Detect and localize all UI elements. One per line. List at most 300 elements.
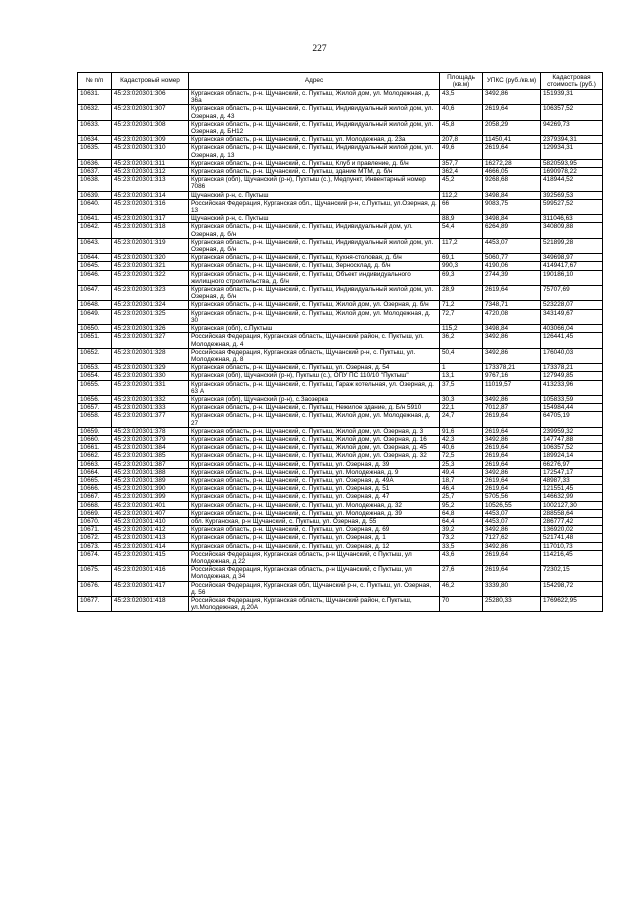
row-area: 64,4 — [440, 517, 483, 525]
row-area: 25,3 — [440, 460, 483, 468]
row-address: Курганская область, р-н. Щучанский, с. Пуктыш, Жилой дом, ул. Озерная, д. 45 — [189, 444, 440, 452]
table-row — [78, 120, 603, 135]
row-cadastral-number: 45:23:020301:330 — [112, 372, 189, 380]
row-cost: 521899,28 — [541, 238, 603, 253]
row-address: Курганская область, р-н. Щучанский, с. Пуктыш, Жилой дом, ул. Озерная, д. 16 — [189, 435, 440, 443]
row-num: 10653. — [78, 364, 112, 372]
row-cadastral-number: 45:23:020301:323 — [112, 286, 189, 301]
row-num: 10642. — [78, 223, 112, 238]
row-cadastral-number: 45:23:020301:328 — [112, 348, 189, 363]
row-num: 10639. — [78, 191, 112, 199]
row-upks: 5060,77 — [483, 254, 541, 262]
row-upks: 7012,87 — [483, 404, 541, 412]
table-row — [78, 286, 603, 301]
row-address: Курганская область, р-н. Щучанский, с. Пуктыш, ул. Озерная, д. 12 — [189, 542, 440, 550]
row-cost: 239959,32 — [541, 427, 603, 435]
row-cost: 117010,73 — [541, 542, 603, 550]
table-row — [78, 176, 603, 191]
row-cost: 418944,52 — [541, 176, 603, 191]
row-upks: 2619,64 — [483, 286, 541, 301]
row-num: 10643. — [78, 238, 112, 253]
row-num: 10675. — [78, 566, 112, 581]
row-cadastral-number: 45:23:020301:414 — [112, 542, 189, 550]
row-address: Курганская область, р-н. Щучанский, с. Пуктыш, Жилой дом, ул. Молодежная, д. 30 — [189, 309, 440, 324]
row-cadastral-number: 45:23:020301:322 — [112, 270, 189, 285]
row-address: Российская Федерация, Курганская область, Щучанский район, с. Пуктыш, ул. Молодежная, д. 4 — [189, 333, 440, 348]
table-row — [78, 566, 603, 581]
row-area: 27,6 — [440, 566, 483, 581]
row-num: 10650. — [78, 325, 112, 333]
row-cost: 521741,48 — [541, 534, 603, 542]
row-cost: 136920,02 — [541, 526, 603, 534]
table-row — [78, 380, 603, 395]
row-cadastral-number: 45:23:020301:327 — [112, 333, 189, 348]
row-area: 36,2 — [440, 333, 483, 348]
row-address: Российская Федерация, Курганская область, р-н Щучанский, с Пуктыш, ул Молодежная, д 34 — [189, 566, 440, 581]
row-cost: 189924,14 — [541, 452, 603, 460]
cadastral-table — [77, 72, 603, 612]
row-num: 10668. — [78, 501, 112, 509]
row-cost: 1769622,95 — [541, 597, 603, 612]
row-cadastral-number: 45:23:020301:387 — [112, 460, 189, 468]
row-cost: 72302,15 — [541, 566, 603, 581]
row-upks: 3492,86 — [483, 526, 541, 534]
table-row — [78, 493, 603, 501]
row-address: Курганская область, р-н. Щучанский, с. Пуктыш, Жилой дом, ул. Озерная, д. б/н — [189, 301, 440, 309]
row-cost: 64705,19 — [541, 412, 603, 427]
row-upks: 3492,86 — [483, 542, 541, 550]
row-address: Курганская область, р-н. Щучанский, с. Пуктыш, Индивидуальный жилой дом, ул. Озерная, д. б/н — [189, 238, 440, 253]
row-area: 46,2 — [440, 581, 483, 596]
row-upks: 3339,80 — [483, 581, 541, 596]
table-row — [78, 395, 603, 403]
row-address: Курганская область, р-н. Щучанский, с. Пуктыш, здание МТМ, д. б/н — [189, 168, 440, 176]
row-address: Курганская область, р-н. Щучанский, с. Пуктыш, ул. Озерная, д. 49А — [189, 476, 440, 484]
table-row — [78, 534, 603, 542]
row-cost: 151939,31 — [541, 90, 603, 105]
row-cost: 403066,04 — [541, 325, 603, 333]
row-address: Курганская область, р-н. Щучанский, с. Пуктыш, Жилой дом, ул. Озерная, д. 32 — [189, 452, 440, 460]
table-row — [78, 168, 603, 176]
row-num: 10660. — [78, 435, 112, 443]
row-upks: 2619,64 — [483, 460, 541, 468]
row-num: 10652. — [78, 348, 112, 363]
row-num: 10637. — [78, 168, 112, 176]
row-num: 10664. — [78, 468, 112, 476]
row-area: 72,7 — [440, 309, 483, 324]
row-num: 10641. — [78, 215, 112, 223]
row-num: 10656. — [78, 395, 112, 403]
row-area: 357,7 — [440, 159, 483, 167]
table-row — [78, 144, 603, 159]
row-upks: 2744,39 — [483, 270, 541, 285]
row-upks: 7348,71 — [483, 301, 541, 309]
row-address: Курганская область, р-н. Щучанский, с. Пуктыш, ул. Молодежная, д. 39 — [189, 509, 440, 517]
row-num: 10667. — [78, 493, 112, 501]
row-address: Курганская область, р-н. Щучанский, с. Пуктыш, Жилой дом, ул. Молодежная, д. 27 — [189, 412, 440, 427]
row-num: 10659. — [78, 427, 112, 435]
row-upks: 9767,16 — [483, 372, 541, 380]
row-num: 10651. — [78, 333, 112, 348]
row-cost: 340809,88 — [541, 223, 603, 238]
row-area: 46,4 — [440, 485, 483, 493]
row-cadastral-number: 45:23:020301:410 — [112, 517, 189, 525]
row-area: 207,8 — [440, 136, 483, 144]
row-upks: 3492,86 — [483, 348, 541, 363]
table-row — [78, 301, 603, 309]
row-cadastral-number: 45:23:020301:308 — [112, 120, 189, 135]
row-cadastral-number: 45:23:020301:331 — [112, 380, 189, 395]
table-row — [78, 333, 603, 348]
row-cadastral-number: 45:23:020301:317 — [112, 215, 189, 223]
row-area: 91,6 — [440, 427, 483, 435]
row-address: Курганская область, р-н. Щучанский, с. Пуктыш, ул. Озерная, д. 47 — [189, 493, 440, 501]
row-num: 10644. — [78, 254, 112, 262]
table-row — [78, 372, 603, 380]
row-cost: 190186,10 — [541, 270, 603, 285]
row-num: 10672. — [78, 534, 112, 542]
row-area: 117,2 — [440, 238, 483, 253]
row-address: Курганская область, р-н. Щучанский, с. Пуктыш, ул. Озерная, д. 1 — [189, 534, 440, 542]
row-upks: 3492,86 — [483, 90, 541, 105]
row-cadastral-number: 45:23:020301:311 — [112, 159, 189, 167]
row-area: 70 — [440, 597, 483, 612]
row-cadastral-number: 45:23:020301:390 — [112, 485, 189, 493]
row-cost: 146632,99 — [541, 493, 603, 501]
table-row — [78, 581, 603, 596]
row-num: 10631. — [78, 90, 112, 105]
row-area: 49,6 — [440, 144, 483, 159]
row-cost: 2379394,31 — [541, 136, 603, 144]
row-cadastral-number: 45:23:020301:377 — [112, 412, 189, 427]
row-address: Курганская (обл), Щучанский (р-н), Пуктыш (с.), ОПУ ПС 110/10 "Пуктыш" — [189, 372, 440, 380]
row-upks: 2619,64 — [483, 144, 541, 159]
row-area: 40,6 — [440, 444, 483, 452]
row-address: Курганская область, р-н. Щучанский, с. Пуктыш, Индивидуальный жилой дом, ул. Озерная, д. БН12 — [189, 120, 440, 135]
row-upks: 4720,08 — [483, 309, 541, 324]
table-row — [78, 468, 603, 476]
row-cost: 75707,69 — [541, 286, 603, 301]
row-num: 10655. — [78, 380, 112, 395]
row-num: 10662. — [78, 452, 112, 460]
row-address: Курганская область, р-н. Щучанский, с. Пуктыш, Жилой дом, ул. Озерная, д. 3 — [189, 427, 440, 435]
header-area: Площадь (кв.м) — [440, 73, 483, 90]
table-row — [78, 444, 603, 452]
header-cost: Кадастровая стоимость (руб.) — [541, 73, 603, 90]
row-area: 43,5 — [440, 90, 483, 105]
row-cost: 114216,45 — [541, 550, 603, 565]
row-address: Курганская область, р-н. Щучанский, с. Пуктыш, Кухня-столовая, д. б/н — [189, 254, 440, 262]
row-cadastral-number: 45:23:020301:329 — [112, 364, 189, 372]
row-num: 10645. — [78, 262, 112, 270]
row-upks: 3492,86 — [483, 395, 541, 403]
row-cadastral-number: 45:23:020301:310 — [112, 144, 189, 159]
table-row — [78, 485, 603, 493]
table-row — [78, 199, 603, 214]
row-cost: 154298,72 — [541, 581, 603, 596]
row-cadastral-number: 45:23:020301:319 — [112, 238, 189, 253]
table-row — [78, 460, 603, 468]
row-num: 10646. — [78, 270, 112, 285]
row-area: 990,3 — [440, 262, 483, 270]
row-num: 10673. — [78, 542, 112, 550]
row-address: Курганская область, р-н. Щучанский, с. Пуктыш, ул. Озерная, д. 54 — [189, 364, 440, 372]
row-cost: 172547,17 — [541, 468, 603, 476]
row-num: 10649. — [78, 309, 112, 324]
row-upks: 10526,55 — [483, 501, 541, 509]
table-header-row — [78, 73, 603, 90]
row-num: 10658. — [78, 412, 112, 427]
table-row — [78, 223, 603, 238]
table-row — [78, 238, 603, 253]
row-upks: 16272,28 — [483, 159, 541, 167]
header-address: Адрес — [189, 73, 440, 90]
row-cost: 173378,21 — [541, 364, 603, 372]
row-cost: 349698,97 — [541, 254, 603, 262]
row-cadastral-number: 45:23:020301:333 — [112, 404, 189, 412]
row-upks: 4453,07 — [483, 517, 541, 525]
row-cadastral-number: 45:23:020301:320 — [112, 254, 189, 262]
table-row — [78, 191, 603, 199]
table-row — [78, 90, 603, 105]
row-cadastral-number: 45:23:020301:384 — [112, 444, 189, 452]
row-address: Щучанский р-н, с. Пуктыш — [189, 191, 440, 199]
row-cadastral-number: 45:23:020301:306 — [112, 90, 189, 105]
row-address: Курганская область, р-н. Щучанский, с. Пуктыш, Нежилое здание, д. Б/н 5910 — [189, 404, 440, 412]
row-cadastral-number: 45:23:020301:413 — [112, 534, 189, 542]
row-upks: 2619,64 — [483, 105, 541, 120]
row-area: 13,1 — [440, 372, 483, 380]
table-row — [78, 476, 603, 484]
row-area: 73,2 — [440, 534, 483, 542]
row-address: Щучанский р-н, с. Пуктыш — [189, 215, 440, 223]
row-address: Российская Федерация, Курганская обл, Щучанский р-н, с. Пуктыш, ул. Озерная, д. 56 — [189, 581, 440, 596]
row-num: 10640. — [78, 199, 112, 214]
row-cost: 127949,85 — [541, 372, 603, 380]
row-address: Курганская область, р-н. Щучанский, с. Пуктыш, Гараж котельная, ул. Озерная, д. 63 А — [189, 380, 440, 395]
row-cost: 121551,45 — [541, 485, 603, 493]
row-num: 10665. — [78, 476, 112, 484]
row-area: 69,1 — [440, 254, 483, 262]
row-cadastral-number: 45:23:020301:417 — [112, 581, 189, 596]
row-area: 71,2 — [440, 301, 483, 309]
row-address: Курганская область, р-н. Щучанский, с. Пуктыш, Объект индивидуального жилищного строительства, д. б/н — [189, 270, 440, 285]
row-cadastral-number: 45:23:020301:389 — [112, 476, 189, 484]
row-cadastral-number: 45:23:020301:313 — [112, 176, 189, 191]
row-num: 10670. — [78, 517, 112, 525]
row-cost: 1002127,30 — [541, 501, 603, 509]
row-upks: 3498,84 — [483, 191, 541, 199]
row-area: 40,6 — [440, 105, 483, 120]
row-cost: 288558,64 — [541, 509, 603, 517]
row-cadastral-number: 45:23:020301:309 — [112, 136, 189, 144]
table-row — [78, 105, 603, 120]
row-cadastral-number: 45:23:020301:412 — [112, 526, 189, 534]
table-row — [78, 262, 603, 270]
row-area: 66 — [440, 199, 483, 214]
row-cadastral-number: 45:23:020301:314 — [112, 191, 189, 199]
row-area: 24,7 — [440, 412, 483, 427]
row-area: 1 — [440, 364, 483, 372]
row-area: 49,4 — [440, 468, 483, 476]
row-upks: 11019,57 — [483, 380, 541, 395]
row-area: 28,9 — [440, 286, 483, 301]
table-row — [78, 215, 603, 223]
page-number: 227 — [312, 44, 327, 54]
table-row — [78, 412, 603, 427]
row-area: 50,4 — [440, 348, 483, 363]
row-cost: 147747,88 — [541, 435, 603, 443]
row-cost: 392569,53 — [541, 191, 603, 199]
row-num: 10654. — [78, 372, 112, 380]
row-address: Курганская область, р-н. Щучанский, с. Пуктыш, Зерносклад, д. б/н — [189, 262, 440, 270]
row-cost: 343149,67 — [541, 309, 603, 324]
row-cost: 599527,52 — [541, 199, 603, 214]
row-area: 22,1 — [440, 404, 483, 412]
row-address: Курганская область, р-н. Щучанский, с. Пуктыш, ул. Молодежная, д. 9 — [189, 468, 440, 476]
row-cost: 94269,73 — [541, 120, 603, 135]
row-cadastral-number: 45:23:020301:388 — [112, 468, 189, 476]
table-row — [78, 270, 603, 285]
row-upks: 2619,64 — [483, 452, 541, 460]
row-cost: 106357,52 — [541, 105, 603, 120]
row-num: 10638. — [78, 176, 112, 191]
row-upks: 2619,64 — [483, 550, 541, 565]
table-row — [78, 136, 603, 144]
row-area: 30,3 — [440, 395, 483, 403]
row-num: 10676. — [78, 581, 112, 596]
row-cost: 66276,97 — [541, 460, 603, 468]
row-cadastral-number: 45:23:020301:415 — [112, 550, 189, 565]
row-cadastral-number: 45:23:020301:416 — [112, 566, 189, 581]
row-cadastral-number: 45:23:020301:379 — [112, 435, 189, 443]
row-address: Российская Федерация, Курганская обл., Щучанский р-н, с.Пуктыш, ул.Озерная, д. 13 — [189, 199, 440, 214]
row-num: 10648. — [78, 301, 112, 309]
row-upks: 2619,64 — [483, 566, 541, 581]
row-num: 10635. — [78, 144, 112, 159]
row-cost: 413233,96 — [541, 380, 603, 395]
table-row — [78, 501, 603, 509]
row-upks: 2619,64 — [483, 485, 541, 493]
table-row — [78, 159, 603, 167]
row-upks: 3498,84 — [483, 215, 541, 223]
row-cadastral-number: 45:23:020301:318 — [112, 223, 189, 238]
row-upks: 5705,56 — [483, 493, 541, 501]
row-cost: 523228,07 — [541, 301, 603, 309]
row-cost: 154984,44 — [541, 404, 603, 412]
row-area: 45,2 — [440, 176, 483, 191]
row-num: 10633. — [78, 120, 112, 135]
row-cadastral-number: 45:23:020301:325 — [112, 309, 189, 324]
row-cadastral-number: 45:23:020301:316 — [112, 199, 189, 214]
row-cadastral-number: 45:23:020301:401 — [112, 501, 189, 509]
row-upks: 6264,89 — [483, 223, 541, 238]
table-row — [78, 542, 603, 550]
row-cost: 311046,63 — [541, 215, 603, 223]
row-upks: 2058,29 — [483, 120, 541, 135]
row-upks: 4666,05 — [483, 168, 541, 176]
row-area: 72,5 — [440, 452, 483, 460]
row-upks: 4453,07 — [483, 509, 541, 517]
row-num: 10674. — [78, 550, 112, 565]
row-upks: 173378,21 — [483, 364, 541, 372]
row-cost: 106357,52 — [541, 444, 603, 452]
row-address: Курганская область, р-н. Щучанский, с. Пуктыш, Индивидуальный жилой дом, ул. Озерная, д. 43 — [189, 105, 440, 120]
row-address: Курганская область, р-н. Щучанский, с. Пуктыш, ул. Озерная, д. 39 — [189, 460, 440, 468]
row-num: 10634. — [78, 136, 112, 144]
row-address: Курганская область, р-н. Щучанский, с. Пуктыш, Клуб и правление, д. б/н — [189, 159, 440, 167]
header-upks: УПКС (руб./кв.м) — [483, 73, 541, 90]
row-address: Российская Федерация, Курганская область, Щучанский район, с.Пуктыш, ул.Молодежная, д.20А — [189, 597, 440, 612]
table-row — [78, 254, 603, 262]
row-area: 54,4 — [440, 223, 483, 238]
table-row — [78, 325, 603, 333]
table-row — [78, 517, 603, 525]
row-address: Курганская область, р-н. Щучанский, с. Пуктыш, Индивидуальный жилой дом, ул. Озерная, д. 13 — [189, 144, 440, 159]
row-cadastral-number: 45:23:020301:407 — [112, 509, 189, 517]
row-cost: 1690978,22 — [541, 168, 603, 176]
row-upks: 2619,64 — [483, 412, 541, 427]
table-row — [78, 526, 603, 534]
row-area: 25,7 — [440, 493, 483, 501]
row-address: Курганская область, р-н. Щучанский, с. Пуктыш, Индивидуальный жилой дом, ул. Озерная, д. б/н — [189, 286, 440, 301]
row-area: 112,2 — [440, 191, 483, 199]
row-cadastral-number: 45:23:020301:418 — [112, 597, 189, 612]
row-cadastral-number: 45:23:020301:307 — [112, 105, 189, 120]
row-address: Курганская область, р-н. Щучанский, с. Пуктыш, Жилой дом, ул. Молодежная, д. 36а — [189, 90, 440, 105]
table-row — [78, 309, 603, 324]
row-address: Курганская область, р-н. Щучанский, с. Пуктыш, ул. Озерная, д. 51 — [189, 485, 440, 493]
row-cadastral-number: 45:23:020301:321 — [112, 262, 189, 270]
row-cadastral-number: 45:23:020301:326 — [112, 325, 189, 333]
row-address: Российская Федерация, Курганская область, р-н Щучанский, с Пуктыш, ул Молодежная, д 22 — [189, 550, 440, 565]
row-cadastral-number: 45:23:020301:332 — [112, 395, 189, 403]
row-upks: 2619,64 — [483, 427, 541, 435]
row-address: Курганская (обл), Щучанский (р-н), с.Заозерка — [189, 395, 440, 403]
row-address: Российская Федерация, Курганская область, Щучанский р-н, с. Пуктыш, ул. Молодежная, д. 8 — [189, 348, 440, 363]
row-num: 10636. — [78, 159, 112, 167]
table-row — [78, 404, 603, 412]
row-area: 362,4 — [440, 168, 483, 176]
row-num: 10632. — [78, 105, 112, 120]
table-row — [78, 435, 603, 443]
row-upks: 11450,41 — [483, 136, 541, 144]
row-area: 33,5 — [440, 542, 483, 550]
row-area: 45,8 — [440, 120, 483, 135]
header-num: № п/п — [78, 73, 112, 90]
row-area: 37,5 — [440, 380, 483, 395]
row-upks: 4190,06 — [483, 262, 541, 270]
row-address: Курганская (обл), с.Пуктыш — [189, 325, 440, 333]
row-num: 10663. — [78, 460, 112, 468]
row-upks: 3492,86 — [483, 435, 541, 443]
row-upks: 25280,33 — [483, 597, 541, 612]
row-cost: 5820593,95 — [541, 159, 603, 167]
row-num: 10657. — [78, 404, 112, 412]
row-area: 39,2 — [440, 526, 483, 534]
row-num: 10669. — [78, 509, 112, 517]
row-cost: 4149417,67 — [541, 262, 603, 270]
row-cost: 176040,03 — [541, 348, 603, 363]
row-upks: 3498,84 — [483, 325, 541, 333]
row-address: Курганская область, р-н. Щучанский, с. Пуктыш, ул. Молодежная, д. 32 — [189, 501, 440, 509]
table-row — [78, 427, 603, 435]
row-upks: 7127,62 — [483, 534, 541, 542]
row-cadastral-number: 45:23:020301:399 — [112, 493, 189, 501]
header-cadastral-number: Кадастровый номер — [112, 73, 189, 90]
table-row — [78, 509, 603, 517]
row-area: 43,6 — [440, 550, 483, 565]
